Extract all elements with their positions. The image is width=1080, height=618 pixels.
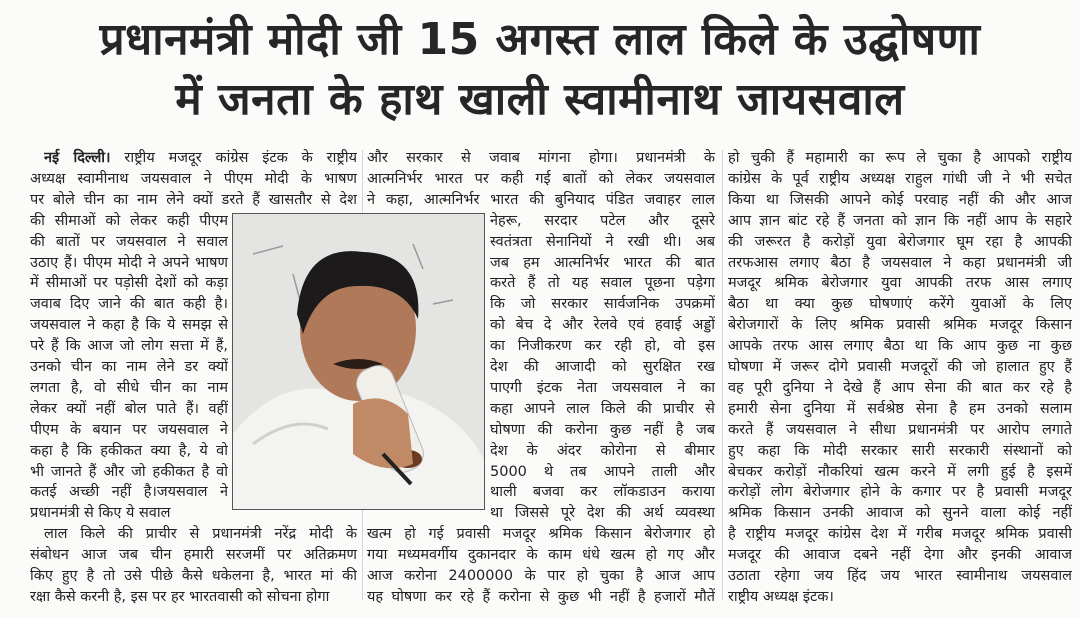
article-line: आज करोना 2400000 के पार हो चुका है आज आप [367,568,715,584]
article-line: मजदूर श्रमिक बेरोजगार युवा आपकी तरफ आस लगाए [728,275,1072,292]
article-line: जयसवाल ने कहा है कि ये समझ से [30,317,228,334]
dateline: नई दिल्ली। [44,150,111,166]
article-line: लगता है, वो सीधे चीन का नाम [30,379,228,396]
article-line: की सीमाओं को लेकर कही पीएम [30,212,228,229]
article-line: था जिससे पूरे देश की अर्थ व्यवस्था [490,505,715,522]
article-line: बैठा था क्या कुछ घोषणाएं करेंगे युवाओं के लिए [728,296,1072,313]
speaker-photo [232,213,485,510]
article-line: श्रमिक किसान उनकी आवाज को सुनने वाला कोई नहीं [728,505,1072,522]
article-line: जब हम आत्मनिर्भर भारत की बात [490,254,715,271]
article-line: नेहरू, सरदार पटेल और दूसरे [490,212,715,229]
article-line: आत्मनिर्भर भारत पर कही गई बातों को लेकर जयसवाल [367,170,715,187]
article-line: और सरकार से जवाब मांगना होगा। प्रधानमंत्री के [367,150,715,166]
article-line: देश के अंदर कोरोना से बीमार [490,442,715,459]
article-line: गया मध्यमवर्गीय दुकानदार के काम धंधे खत्म हो गए और [367,547,715,564]
article-line: घोषणा की करोना कुछ नहीं है जब [490,421,715,438]
article-line: करते हैं जयसवाल ने सीधा प्रधानमंत्री पर आरोप लगाते [728,421,1072,438]
article-line: उठाए हैं। पीएम मोदी ने अपने भाषण [30,254,228,271]
article-line: मजदूर की आवाज दबने नहीं देगा और इनकी आवाज [728,547,1072,564]
article-line: पीएम के बयान पर जयसवाल ने [30,421,228,438]
article-line: खत्म हो गई प्रवासी मजदूर श्रमिक किसान बेरोजगार हो [367,526,715,543]
article-line: करते हैं तो यह सवाल पूछना पड़ेगा [490,275,715,292]
article-line: किया था जिसकी आपने कोई परवाह नहीं की और आज [728,191,1072,208]
article-line: यह घोषणा कर रहे हैं करोना से कुछ भी नहीं है हजारों मौतें [367,588,715,605]
headline-line-2: में जनता के हाथ खाली स्वामीनाथ जायसवाल [175,74,905,125]
article-line: बेरोजगारों के लिए श्रमिक प्रवासी श्रमिक मजदूर किसान [728,317,1072,334]
article-line: प्रधानमंत्री से किए ये सवाल [30,505,171,522]
article-line: वह पूरी दुनिया ने देखे हैं आप सेना की बात कर रहे है [728,379,1072,396]
article-line: आप ज्ञान बांट रहे हैं जनता को ज्ञान कि नहीं आप के सहारे [728,212,1072,229]
article-line: कहा आपने लाल किले की प्राचीर से [490,400,715,417]
article-line: पर बोले चीन का नाम लेने क्यों डरते हैं खासतौर से देश [30,191,357,208]
article-line: उठाता रहेगा जय हिंद जय भारत स्वामीनाथ जयसवाल [728,568,1072,584]
article-line: देश की आजादी को सुरक्षित रख [490,359,715,375]
article-line: आपके तरफ आस लगाए बैठा था कि आप कुछ ना कुछ [728,338,1072,355]
person-with-microphone-image [233,214,485,510]
column-divider [722,150,723,600]
article-line: में सीमाओं पर पड़ोसी देशों को कड़ा [30,275,228,292]
article-line: किए हुए है तो उसे पीछे कैसे धकेलना है, भारत मां की [30,568,357,584]
article-line: भी जानते हैं और जो हकीकत है वो [30,463,228,480]
article-line: कांग्रेस के पूर्व राष्ट्रीय अध्यक्ष राहुल गांधी जी ने भी सचेत [728,170,1072,187]
article-line: का निजीकरण कर रही हो, वो इस [490,338,715,355]
article-line: संबोधन आज जब चीन हमारी सरजमीं पर अतिक्रमण [30,547,357,564]
article-line-text: राष्ट्रीय मजदूर कांग्रेस इंटक के राष्ट्रीय [110,150,357,166]
article-line: जवाब दिए जाने की बात कही है। [30,296,228,313]
article-line [44,148,357,169]
article-line: कतई अच्छी नहीं है।जयसवाल ने [30,484,228,501]
article-line: कहा है कि हकीकत क्या है, ये वो [30,442,228,459]
article-line: अध्यक्ष स्वामीनाथ जयसवाल ने पीएम मोदी के भाषण [30,170,357,187]
article-line: राष्ट्रीय अध्यक्ष इंटक। [728,588,834,605]
article-line: स्वतंत्रता सेनानियों ने रखी थी। अब [490,233,715,250]
article-line: लाल किले की प्राचीर से प्रधानमंत्री नरेंद्र मोदी के [44,526,357,543]
article-line: है राष्ट्रीय मजदूर कांग्रेस देश में गरीब मजदूर श्रमिक प्रवासी [728,526,1072,543]
article-line: की बातों पर जयसवाल ने सवाल [30,233,228,250]
article-line: हुए कहा कि मोदी सरकार सारी सरकारी संस्थानों को [728,442,1072,459]
article-line: हो चुकी हैं महामारी का रूप ले चुका है आपको राष्ट्रीय [728,150,1072,166]
article-line: परे हैं कि आज जो लोग सत्ता में हैं, [30,338,228,355]
article-line: रक्षा कैसे करनी है, इस पर हर भारतवासी को सोचना होगा [30,588,330,605]
article-line: ने कहा, आत्मनिर्भर भारत की बुनियाद पंडित जवाहर लाल [367,191,715,208]
article-line: लेकर क्यों नहीं बोल पाते हैं। वहीं [30,400,228,417]
article-line: उनको चीन का नाम लेने डर क्यों [30,359,228,375]
article-line: कि जो सरकार सार्वजनिक उपक्रमों [490,296,715,313]
article-line: थाली बजवा कर लॉकडाउन कराया [490,484,715,501]
headline-line-1: प्रधानमंत्री मोदी जी 15 अगस्त लाल किले के उद्घोषणा [99,14,981,65]
article-line: घोषणा में जरूर दोगे प्रवासी मजदूरों की जो हालात हुए हैं [728,359,1072,375]
article-line: तरफआस लगाए बैठा है जयसवाल ने कहा प्रधानमंत्री जी [728,254,1072,271]
article-line: 5000 थे तब आपने ताली और [490,463,715,480]
article-line: की जरूरत है करोड़ों युवा बेरोजगार घूम रहा है आपकी [728,233,1072,250]
article-line: हमारी सेना दुनिया में सर्वश्रेष्ठ सेना है हम उनको सलाम [728,400,1072,417]
article-line: पाएगी इंटक नेता जयसवाल ने का [490,379,715,396]
article-line: बेचकर करोड़ों नौकरियां खत्म करने में लगी हुई है इसमें [728,463,1072,480]
article-line: को बेच दे और रेलवे एवं हवाई अड्डों [490,317,715,334]
article-line: करोड़ों लोग बेरोजगार होने के कगार पर है प्रवासी मजदूर [728,484,1072,501]
